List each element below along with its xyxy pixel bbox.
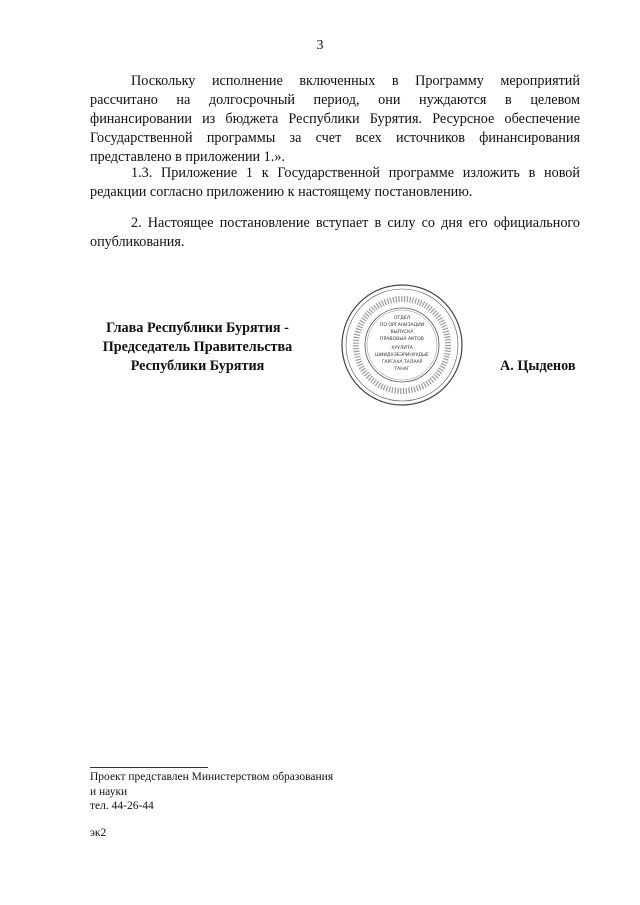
seal-line: ТАНАГ [394,367,410,372]
signatory-title-line: Председатель Правительства [102,339,293,355]
paragraph-entry-into-force: 2. Настоящее постановление вступает в силу со дня его официального опубликования. [90,215,580,250]
signatory-title-line: Глава Республики Бурятия - [106,320,289,336]
footnote-line: и науки [90,785,128,798]
seal-line: ХУУЛИТА [391,346,413,351]
seal-line: ГАРГАХА ТАЛААР [381,360,423,365]
signatory-name: А. Цыденов [500,358,576,374]
page-number: 3 [316,38,324,53]
paragraph-program-funding: Поскольку исполнение включенных в Программу мероприятий рассчитано на долгосрочный период, они нуждаются в целевом финансировании из бюджета Республики Бурятия. Ресурсное обеспечение Государственной программы за счет всех источников финансирования представлено в приложении 1.». [90,73,580,165]
footnote-line: тел. 44-26-44 [90,800,154,812]
seal-line: ВЫПУСКА [390,330,414,335]
footnote-divider [90,767,208,768]
seal-line: ОТДЕЛ [393,316,411,321]
seal-line: ПО ОРГАНИЗАЦИИ [379,323,425,328]
seal-line: ШИИДХЭБЭРИНУУДЫЕ [375,353,429,358]
document-code: эк2 [90,827,107,839]
paragraph-appendix-amendment: 1.3. Приложение 1 к Государственной программе изложить в новой редакции согласно приложению к настоящему постановлению. [90,165,580,200]
footnote [90,770,420,814]
footnote-line: Проект представлен Министерством образования [90,771,334,783]
signatory-title-line: Республики Бурятия [130,358,265,374]
official-seal [340,283,464,407]
signatory-title [90,319,305,376]
seal-line: ПРАВОВЫХ АКТОВ [380,337,424,342]
